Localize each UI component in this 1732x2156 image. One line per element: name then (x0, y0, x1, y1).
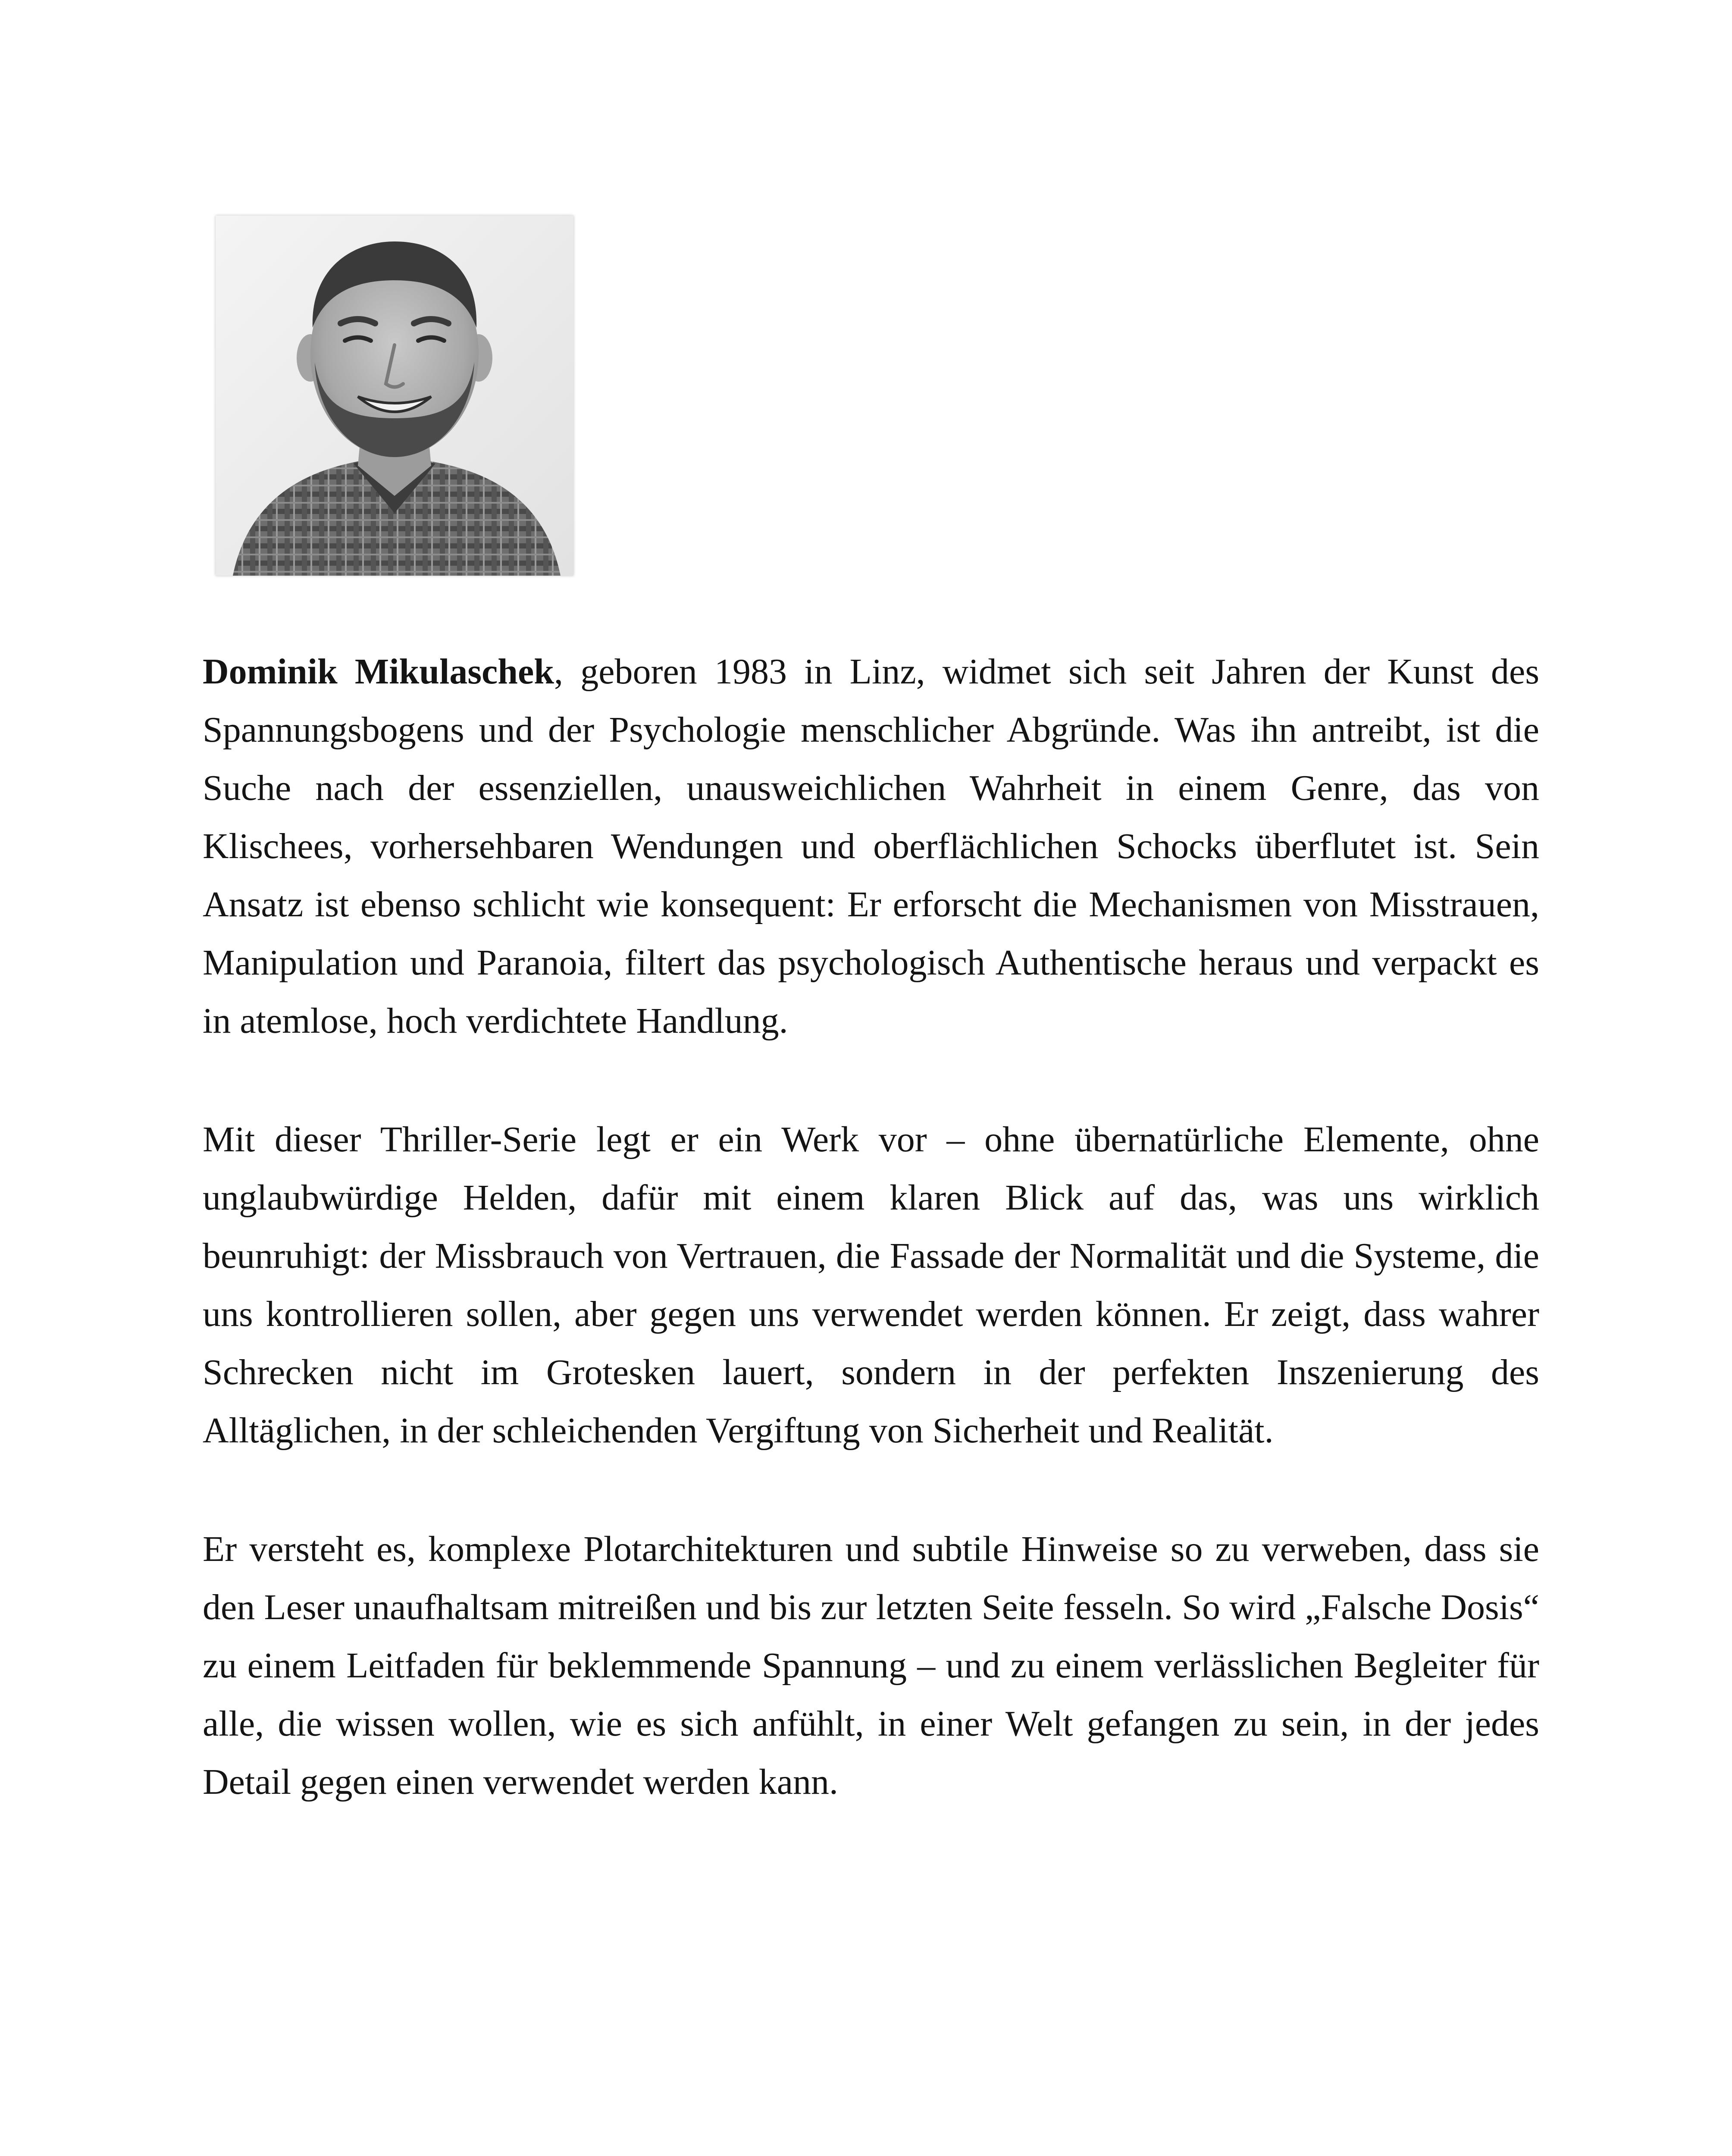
bio-paragraph-1 (203, 642, 1539, 1050)
author-portrait-photo (216, 216, 573, 576)
bio-paragraph-1-text: , geboren 1983 in Linz, widmet sich seit Jahren der Kunst des Spannungsbogens und der Psychologie menschlicher Abgründe. Was ihn antreibt, ist die Suche nach der essenziellen, unausweichlichen Wahrheit in einem Genre, das von Klischees, vorhersehbaren Wendungen und oberflächlichen Schocks überflutet ist. Sein Ansatz ist ebenso schlicht wie konsequent: Er erforscht die Mechanismen von Misstrauen, Manipulation und Paranoia, filtert das psychologisch Authentische heraus und verpackt es in atemlose, hoch verdichtete Handlung. (203, 652, 1540, 1041)
author-bio (203, 642, 1539, 1871)
author-portrait (216, 216, 573, 576)
author-name: Dominik Mikulaschek (203, 652, 554, 692)
bio-paragraph-3: Er versteht es, komplexe Plotarchitekturen und subtile Hinweise so zu verweben, dass sie den Leser unaufhaltsam mitreißen und bis zur letzten Seite fesseln. So wird „Falsche Dosis“ zu einem Leitfaden für beklemmende Spannung – und zu einem verlässlichen Begleiter für alle, die wissen wollen, wie es sich anfühlt, in einer Welt gefangen zu sein, in der jedes Detail gegen einen verwendet werden kann. (203, 1529, 1539, 1802)
bio-paragraph-2: Mit dieser Thriller-Serie legt er ein Werk vor – ohne übernatürliche Elemente, ohne unglaubwürdige Helden, dafür mit einem klaren Blick auf das, was uns wirklich beunruhigt: der Missbrauch von Vertrauen, die Fassade der Normalität und die Systeme, die uns kontrollieren sollen, aber gegen uns verwendet werden können. Er zeigt, dass wahrer Schrecken nicht im Grotesken lauert, sondern in der perfekten Inszenierung des Alltäglichen, in der schleichenden Vergiftung von Sicherheit und Realität. (203, 1119, 1539, 1451)
